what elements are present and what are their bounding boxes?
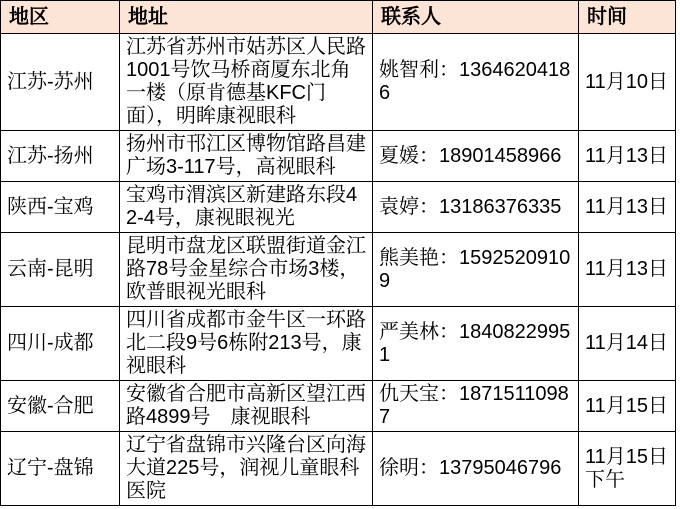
- cell-address: 江苏省苏州市姑苏区人民路1001号饮马桥商厦东北角一楼（原肯德基KFC门面），明眸康视眼科: [120, 34, 373, 131]
- cell-contact: 姚智利：13646204186: [373, 34, 579, 131]
- cell-contact: 袁婷：13186376335: [373, 182, 579, 233]
- cell-address: 扬州市邗江区博物馆路昌建广场3-117号，高视眼科: [120, 131, 373, 182]
- header-row: [1, 1, 676, 34]
- column-header-time: 时间: [579, 1, 676, 34]
- cell-region: 江苏-扬州: [1, 131, 120, 182]
- cell-time: 11月13日: [579, 233, 676, 307]
- cell-contact: 熊美艳：15925209109: [373, 233, 579, 307]
- cell-region: 陕西-宝鸡: [1, 182, 120, 233]
- cell-region: 江苏-苏州: [1, 34, 120, 131]
- cell-contact: 严美林：18408229951: [373, 307, 579, 381]
- cell-address: 安徽省合肥市高新区望江西路4899号 康视眼科: [120, 381, 373, 432]
- cell-time: 11月13日: [579, 131, 676, 182]
- cell-time: 11月14日: [579, 307, 676, 381]
- cell-time: 11月10日: [579, 34, 676, 131]
- cell-contact: 徐明：13795046796: [373, 432, 579, 506]
- table-row: [1, 182, 676, 233]
- cell-time: 11月13日: [579, 182, 676, 233]
- table-row: [1, 34, 676, 131]
- cell-contact: 仇天宝：18715110987: [373, 381, 579, 432]
- cell-region: 安徽-合肥: [1, 381, 120, 432]
- table-row: [1, 381, 676, 432]
- table-row: [1, 432, 676, 506]
- cell-time: 11月15日下午: [579, 432, 676, 506]
- cell-time: 11月15日: [579, 381, 676, 432]
- cell-address: 四川省成都市金牛区一环路北二段9号6栋附213号，康视眼科: [120, 307, 373, 381]
- table-row: [1, 307, 676, 381]
- cell-address: 宝鸡市渭滨区新建路东段42-4号，康视眼视光: [120, 182, 373, 233]
- column-header-contact: 联系人: [373, 1, 579, 34]
- cell-address: 昆明市盘龙区联盟街道金江路78号金星综合市场3楼，欧普眼视光眼科: [120, 233, 373, 307]
- cell-region: 辽宁-盘锦: [1, 432, 120, 506]
- column-header-region: 地区: [1, 1, 120, 34]
- cell-address: 辽宁省盘锦市兴隆台区向海大道225号，润视儿童眼科医院: [120, 432, 373, 506]
- cell-contact: 夏媛：18901458966: [373, 131, 579, 182]
- column-header-address: 地址: [120, 1, 373, 34]
- cell-region: 云南-昆明: [1, 233, 120, 307]
- cell-region: 四川-成都: [1, 307, 120, 381]
- table-row: [1, 131, 676, 182]
- table-row: [1, 233, 676, 307]
